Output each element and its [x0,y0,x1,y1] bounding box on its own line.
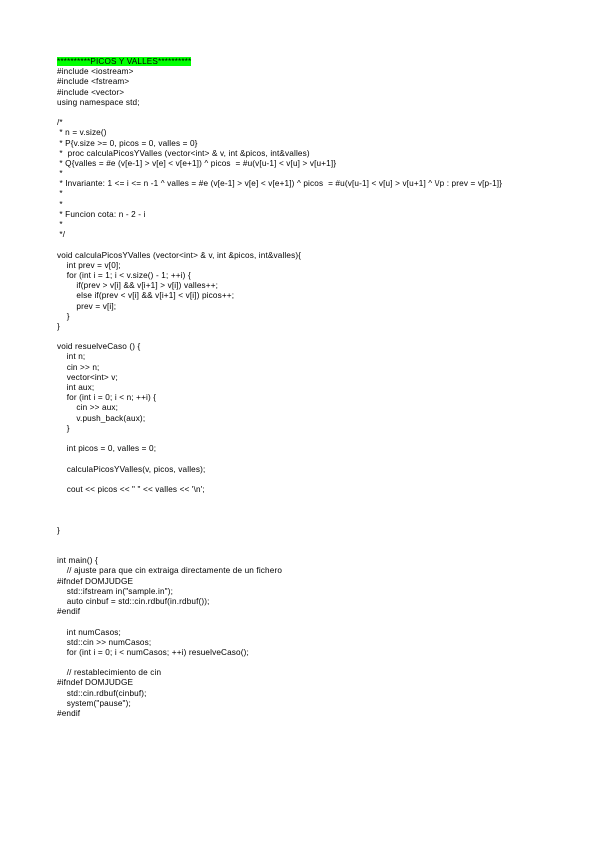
code-line: // ajuste para que cin extraiga directamente de un fichero [57,566,283,576]
code-line [57,434,557,444]
code-line: int picos = 0, valles = 0; [57,444,157,454]
code-line: for (int i = 0; i < numCasos; ++i) resuelveCaso(); [57,647,249,657]
code-lines [57,67,557,719]
code-line: cin >> aux; [57,403,119,413]
code-line: * [57,189,63,199]
code-line: */ [57,230,66,240]
code-line: * Q{valles = #e (v[e-1] > v[e] < v[e+1]) ^ picos = #u(v[u-1] < v[u] > v[u+1]} [57,158,337,168]
code-line: * Invariante: 1 <= i <= n -1 ^ valles = #e (v[e-1] > v[e] < v[e+1]) ^ picos = #u(v[u-1] < v[u] > v[u+1] ^ \/p : prev = v[p-1]} [57,179,503,189]
code-line: void calculaPicosYValles (vector<int> & v, int &picos, int&valles){ [57,250,302,260]
code-line [57,475,557,485]
code-line: * proc calculaPicosYValles (vector<int> & v, int &picos, int&valles) [57,148,310,158]
code-line: } [57,423,70,433]
code-line: cout << picos << " " << valles << '\n'; [57,484,205,494]
code-line: int numCasos; [57,627,121,637]
code-line [57,495,557,505]
code-line: for (int i = 1; i < v.size() - 1; ++i) { [57,270,191,280]
code-line: std::cin >> numCasos; [57,637,152,647]
code-line: } [57,311,70,321]
code-line: void resuelveCaso () { [57,342,141,352]
code-line [57,536,557,546]
code-line: #include <iostream> [57,67,134,77]
code-line [57,332,557,342]
code-title-line [57,57,557,67]
code-line: int main() { [57,556,98,566]
code-line: int aux; [57,383,95,393]
code-line: * [57,169,63,179]
code-line: /* [57,118,63,128]
code-line: #include <vector> [57,87,125,97]
code-line: for (int i = 0; i < n; ++i) { [57,393,157,403]
code-line: #endif [57,709,81,719]
code-line: std::ifstream in("sample.in"); [57,586,174,596]
code-line: cin >> n; [57,362,100,372]
code-line: int prev = v[0]; [57,260,121,270]
code-line [57,505,557,515]
code-line: v.push_back(aux); [57,413,146,423]
code-line [57,617,557,627]
code-line: * [57,220,63,230]
code-line [57,108,557,118]
code-line [57,658,557,668]
code-line: std::cin.rdbuf(cinbuf); [57,688,147,698]
code-line: auto cinbuf = std::cin.rdbuf(in.rdbuf()); [57,596,210,606]
code-line: prev = v[i]; [57,301,117,311]
code-line: using namespace std; [57,97,140,107]
code-line: #endif [57,607,81,617]
code-listing [57,57,557,719]
code-line [57,240,557,250]
code-line: int n; [57,352,86,362]
code-line: // restablecimiento de cin [57,668,162,678]
code-line: * Funcion cota: n - 2 - i [57,209,146,219]
code-line: else if(prev < v[i] && v[i+1] < v[i]) picos++; [57,291,235,301]
code-line: * [57,199,63,209]
code-line [57,515,557,525]
code-line: * n = v.size() [57,128,107,138]
code-line: #ifndef DOMJUDGE [57,678,134,688]
code-line: vector<int> v; [57,372,118,382]
code-line: if(prev > v[i] && v[i+1] > v[i]) valles++; [57,281,219,291]
code-line: * P{v.size >= 0, picos = 0, valles = 0} [57,138,198,148]
code-line: #ifndef DOMJUDGE [57,576,134,586]
code-line: calculaPicosYValles(v, picos, valles); [57,464,206,474]
code-line: system("pause"); [57,698,131,708]
title-highlight: **********PICOS Y VALLES********** [57,57,192,66]
code-line [57,546,557,556]
code-line: } [57,321,60,331]
code-line: } [57,525,60,535]
code-line: #include <fstream> [57,77,130,87]
code-line [57,454,557,464]
